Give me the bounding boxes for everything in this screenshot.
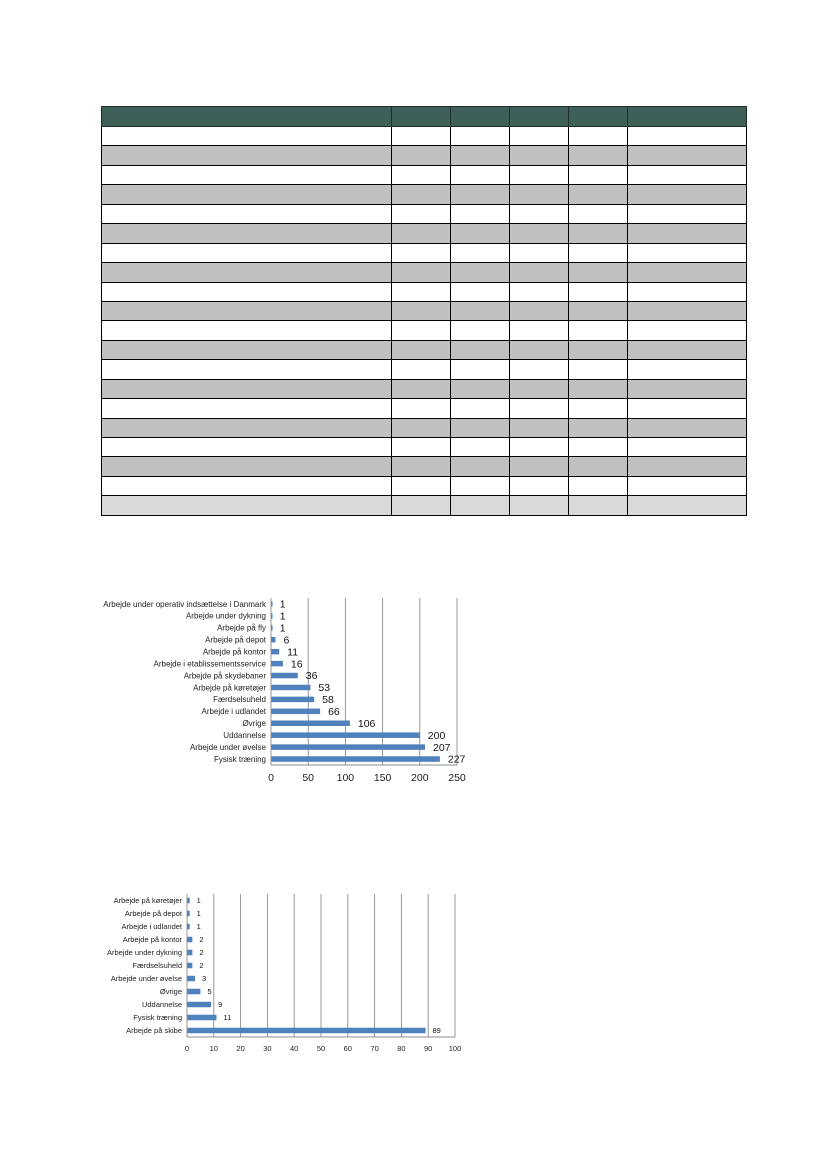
- table-cell: [392, 146, 451, 165]
- category-label: Arbejde på skibe: [126, 1026, 182, 1036]
- bar: [271, 637, 275, 643]
- table-row: [102, 438, 747, 457]
- category-label: Arbejde i udlandet: [201, 707, 266, 717]
- category-label: Arbejde på skydebaner: [183, 671, 266, 681]
- table-row: [102, 243, 747, 262]
- table-cell: [628, 224, 747, 243]
- table-cell: [628, 127, 747, 146]
- table-cell: [392, 360, 451, 379]
- category-label: Arbejde under dykning: [106, 948, 182, 958]
- bar: [271, 661, 283, 667]
- table-cell: [102, 146, 392, 165]
- bar: [187, 1002, 211, 1008]
- x-tick-label: 200: [411, 772, 429, 784]
- table-cell: [628, 282, 747, 301]
- table-header-cell: [510, 107, 569, 127]
- table-cell: [102, 243, 392, 262]
- table-header-cell: [628, 107, 747, 127]
- table-cell: [628, 321, 747, 340]
- data-label: 89: [432, 1026, 441, 1036]
- data-label: 227: [447, 753, 466, 766]
- bar: [271, 673, 298, 679]
- table-cell: [569, 340, 628, 359]
- table-cell: [628, 263, 747, 282]
- table-cell: [569, 476, 628, 495]
- table-row: [102, 127, 747, 146]
- table-cell: [392, 418, 451, 437]
- table-cell: [510, 476, 569, 495]
- table-cell: [451, 224, 510, 243]
- table-cell: [102, 340, 392, 359]
- table-cell: [510, 146, 569, 165]
- table-cell: [569, 496, 628, 516]
- table-cell: [569, 379, 628, 398]
- table-cell: [510, 496, 569, 516]
- table-cell: [451, 438, 510, 457]
- category-label: Øvrige: [159, 987, 182, 997]
- table-cell: [102, 399, 392, 418]
- bar: [187, 937, 192, 943]
- x-tick-label: 50: [316, 1044, 326, 1053]
- bar: [271, 732, 420, 738]
- table-cell: [392, 243, 451, 262]
- category-label: Fysisk træning: [133, 1013, 182, 1023]
- data-label: 11: [223, 1013, 232, 1023]
- table-row: [102, 204, 747, 223]
- x-tick-label: 250: [448, 772, 466, 784]
- bar: [187, 976, 195, 982]
- table-row: [102, 360, 747, 379]
- data-label: 200: [427, 729, 446, 742]
- table-cell: [451, 263, 510, 282]
- table-cell: [510, 224, 569, 243]
- x-tick-label: 80: [397, 1044, 406, 1053]
- category-label: Arbejde på kontor: [202, 647, 266, 657]
- table-row: [102, 399, 747, 418]
- table-body: [102, 127, 747, 516]
- table-cell: [392, 476, 451, 495]
- category-label: Arbejde under operativ indsættelse i Danmark: [103, 599, 266, 609]
- category-label: Arbejde på køretøjer: [113, 896, 182, 906]
- table-cell: [569, 360, 628, 379]
- table-cell: [102, 496, 392, 516]
- category-label: Uddannelse: [223, 730, 266, 740]
- table-cell: [510, 321, 569, 340]
- table-cell: [628, 165, 747, 184]
- table-cell: [102, 204, 392, 223]
- table-cell: [510, 127, 569, 146]
- table-cell: [392, 496, 451, 516]
- table-cell: [102, 263, 392, 282]
- table-header-row: [102, 107, 747, 127]
- table-cell: [102, 438, 392, 457]
- table-cell: [510, 243, 569, 262]
- table-cell: [569, 321, 628, 340]
- x-tick-label: 50: [302, 772, 315, 784]
- category-label: Arbejde i etablissementsservice: [153, 659, 266, 669]
- table-row: [102, 496, 747, 516]
- table-cell: [451, 340, 510, 359]
- table-cell: [102, 457, 392, 476]
- table-cell: [102, 418, 392, 437]
- table-cell: [569, 301, 628, 320]
- data-label: 36: [305, 670, 318, 683]
- category-label: Uddannelse: [141, 1000, 182, 1010]
- table-header-cell: [392, 107, 451, 127]
- table-cell: [392, 340, 451, 359]
- table-cell: [102, 321, 392, 340]
- bar: [271, 709, 320, 715]
- table-cell: [392, 204, 451, 223]
- table-row: [102, 418, 747, 437]
- table-cell: [451, 360, 510, 379]
- x-tick-label: 30: [263, 1044, 272, 1053]
- x-tick-label: 60: [343, 1044, 352, 1053]
- table-cell: [628, 418, 747, 437]
- table-cell: [569, 263, 628, 282]
- category-label: Fysisk træning: [213, 754, 266, 764]
- bar: [187, 989, 200, 995]
- table-cell: [451, 496, 510, 516]
- table-cell: [510, 165, 569, 184]
- table-row: [102, 165, 747, 184]
- table-cell: [102, 379, 392, 398]
- category-label: Arbejde på fly: [217, 623, 266, 633]
- data-table: [101, 106, 747, 516]
- table-cell: [392, 224, 451, 243]
- table-cell: [102, 282, 392, 301]
- table-cell: [392, 321, 451, 340]
- table-cell: [510, 185, 569, 204]
- table-cell: [392, 457, 451, 476]
- table-cell: [102, 476, 392, 495]
- table-row: [102, 457, 747, 476]
- table-cell: [569, 127, 628, 146]
- table-cell: [628, 360, 747, 379]
- table-cell: [569, 224, 628, 243]
- table-cell: [392, 399, 451, 418]
- x-tick-label: 0: [184, 1044, 190, 1053]
- table-row: [102, 321, 747, 340]
- data-label: 2: [199, 961, 204, 971]
- data-label: 207: [433, 741, 451, 754]
- data-label: 6: [283, 634, 290, 647]
- table-cell: [392, 185, 451, 204]
- table-row: [102, 340, 747, 359]
- table-cell: [510, 438, 569, 457]
- category-label: Øvrige: [242, 719, 266, 729]
- table-cell: [569, 185, 628, 204]
- category-label: Arbejde under dykning: [185, 611, 266, 621]
- data-label: 66: [328, 705, 340, 718]
- x-tick-label: 20: [236, 1044, 245, 1053]
- bar: [271, 721, 350, 727]
- table-row: [102, 224, 747, 243]
- data-label: 58: [322, 694, 334, 707]
- table-cell: [628, 399, 747, 418]
- data-label: 1: [196, 922, 201, 932]
- table-cell: [451, 282, 510, 301]
- table-cell: [102, 301, 392, 320]
- table-cell: [628, 438, 747, 457]
- table-cell: [628, 457, 747, 476]
- data-label: 16: [290, 658, 303, 671]
- category-label: Arbejde under øvelse: [189, 742, 266, 752]
- data-label: 2: [199, 948, 204, 958]
- x-tick-label: 150: [373, 772, 392, 784]
- bar: [271, 697, 314, 703]
- table-cell: [510, 282, 569, 301]
- table-cell: [392, 301, 451, 320]
- x-tick-label: 0: [268, 772, 274, 784]
- bar: [271, 756, 440, 762]
- table-cell: [628, 146, 747, 165]
- x-tick-label: 100: [448, 1044, 462, 1053]
- table-cell: [451, 457, 510, 476]
- table-cell: [451, 379, 510, 398]
- table-cell: [392, 282, 451, 301]
- table-cell: [392, 438, 451, 457]
- table-cell: [451, 204, 510, 223]
- table-cell: [451, 243, 510, 262]
- table-cell: [451, 399, 510, 418]
- table-cell: [451, 476, 510, 495]
- category-label: Arbejde under øvelse: [110, 974, 182, 984]
- category-label: Færdselsuheld: [132, 961, 182, 971]
- table-cell: [102, 127, 392, 146]
- table-cell: [628, 185, 747, 204]
- table-cell: [569, 146, 628, 165]
- category-label: Arbejde i udlandet: [121, 922, 182, 932]
- x-tick-label: 90: [424, 1044, 433, 1053]
- chart-injuries-by-activity-2: [100, 890, 480, 1060]
- table-cell: [392, 127, 451, 146]
- table-cell: [102, 165, 392, 184]
- bar: [271, 744, 425, 750]
- table-cell: [510, 457, 569, 476]
- table-cell: [392, 379, 451, 398]
- bar: [271, 649, 279, 655]
- table-cell: [628, 476, 747, 495]
- table-cell: [569, 457, 628, 476]
- table-cell: [569, 399, 628, 418]
- table-cell: [102, 360, 392, 379]
- table-cell: [510, 204, 569, 223]
- x-tick-label: 70: [370, 1044, 379, 1053]
- category-label: Arbejde på kontor: [122, 935, 182, 945]
- table-cell: [569, 204, 628, 223]
- table-cell: [102, 185, 392, 204]
- table-cell: [451, 418, 510, 437]
- table-cell: [510, 379, 569, 398]
- table-row: [102, 146, 747, 165]
- table-cell: [102, 224, 392, 243]
- table-cell: [628, 379, 747, 398]
- data-label: 2: [199, 935, 204, 945]
- data-label: 1: [279, 622, 286, 635]
- data-label: 11: [287, 646, 299, 659]
- table-cell: [510, 301, 569, 320]
- table-cell: [569, 438, 628, 457]
- table-cell: [510, 360, 569, 379]
- table-row: [102, 282, 747, 301]
- table-cell: [451, 185, 510, 204]
- table-header-cell: [102, 107, 392, 127]
- category-label: Færdselsuheld: [213, 695, 266, 705]
- category-label: Arbejde på køretøjer: [193, 683, 266, 693]
- data-label: 106: [357, 717, 376, 730]
- category-label: Arbejde på depot: [205, 635, 266, 645]
- table-cell: [569, 418, 628, 437]
- table-cell: [392, 165, 451, 184]
- table-row: [102, 379, 747, 398]
- table-row: [102, 301, 747, 320]
- data-label: 9: [218, 1000, 223, 1010]
- table-cell: [628, 204, 747, 223]
- table-cell: [628, 301, 747, 320]
- table-cell: [451, 146, 510, 165]
- category-label: Arbejde på depot: [124, 909, 182, 919]
- data-label: 1: [279, 598, 286, 611]
- table-cell: [510, 263, 569, 282]
- table-row: [102, 185, 747, 204]
- table-cell: [569, 165, 628, 184]
- data-label: 1: [196, 909, 201, 919]
- bar: [187, 1015, 216, 1021]
- data-label: 3: [202, 974, 207, 984]
- data-label: 53: [318, 682, 331, 695]
- x-tick-label: 100: [336, 772, 355, 784]
- table-cell: [451, 127, 510, 146]
- bar: [187, 963, 192, 969]
- data-label: 1: [279, 610, 286, 623]
- table-cell: [569, 282, 628, 301]
- table-cell: [628, 340, 747, 359]
- table-row: [102, 263, 747, 282]
- bar: [271, 685, 310, 691]
- table-cell: [510, 418, 569, 437]
- table-cell: [451, 301, 510, 320]
- chart-injuries-by-activity: [95, 592, 495, 792]
- bar: [187, 1028, 426, 1034]
- table-cell: [569, 243, 628, 262]
- table-header-cell: [569, 107, 628, 127]
- data-label: 5: [207, 987, 212, 997]
- table-cell: [628, 496, 747, 516]
- table-cell: [392, 263, 451, 282]
- x-tick-label: 10: [209, 1044, 218, 1053]
- table-header-cell: [451, 107, 510, 127]
- table-cell: [510, 399, 569, 418]
- table-cell: [451, 321, 510, 340]
- table-cell: [510, 340, 569, 359]
- bar: [187, 950, 192, 956]
- data-label: 1: [196, 896, 201, 906]
- table-row: [102, 476, 747, 495]
- table-cell: [451, 165, 510, 184]
- x-tick-label: 40: [290, 1044, 299, 1053]
- table-cell: [628, 243, 747, 262]
